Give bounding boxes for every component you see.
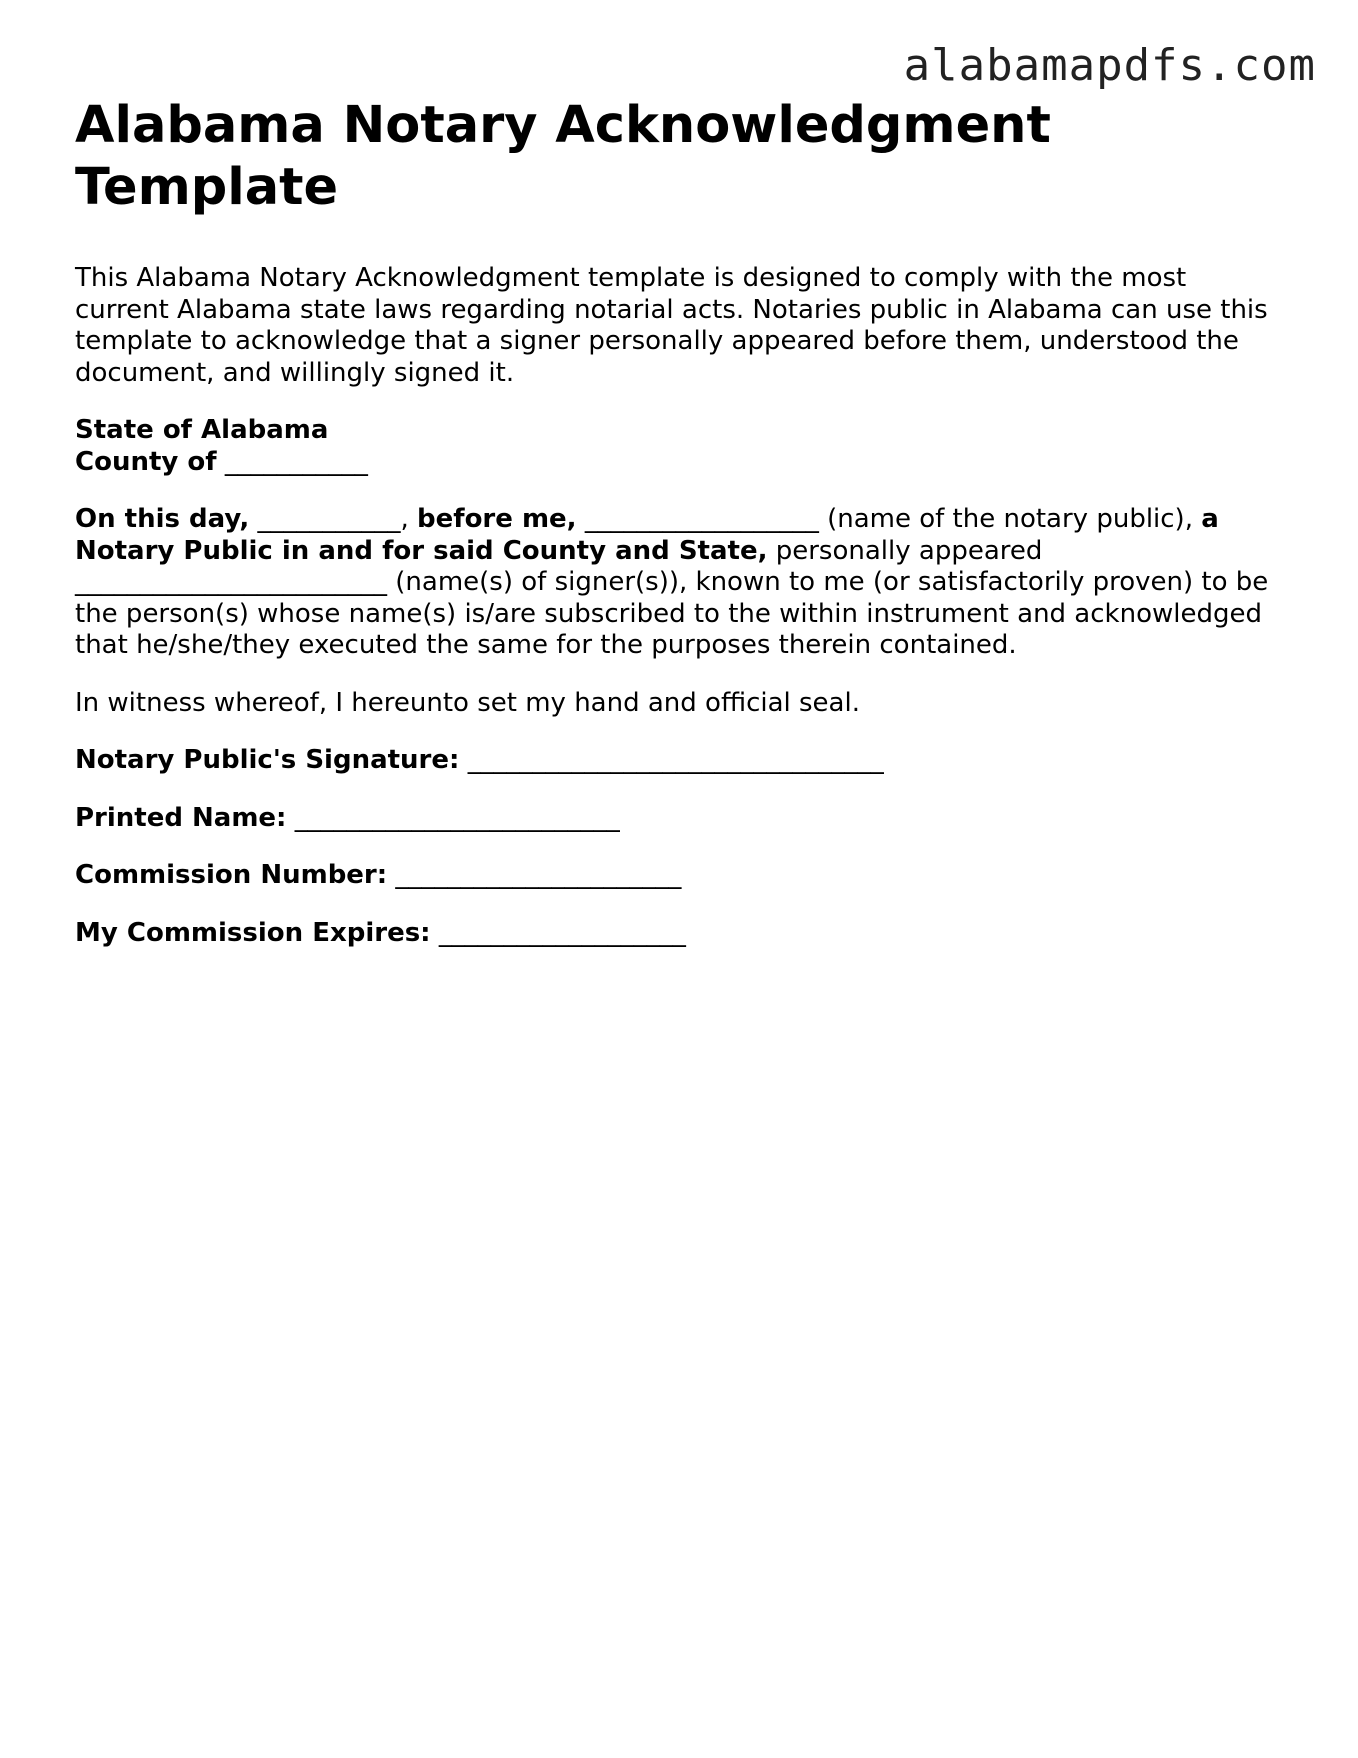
field-printed-name [75,803,1275,835]
field-commission-number [75,860,1275,892]
document-page [75,95,1275,975]
notary-public-phrase: a Notary Public in and for said County and State, [75,504,1219,566]
county-blank[interactable]: ___________ [224,446,368,477]
commission-expires-blank[interactable]: ___________________ [438,917,686,948]
commission-expires-label: My Commission Expires: [75,917,431,948]
commission-number-blank[interactable]: ______________________ [395,860,682,890]
printed-name-label: Printed Name: [75,802,287,833]
witness-statement: In witness whereof, I hereunto set my hand and official seal. [75,687,860,718]
field-commission-expires [75,918,1275,950]
notary-name-blank[interactable]: __________________ [584,504,819,534]
intro-paragraph: This Alabama Notary Acknowledgment template is designed to comply with the most current Alabama state laws regarding notarial acts. Notaries public in Alabama can use this template to acknowledge that a signer personally appeared before them, understood the document, and willingly signed it. [75,263,1268,388]
acknowledgment-body-text: (name(s) of signer(s)), known to me (or satisfactorily proven) to be the person(s) whose name(s) is/are subscribed to the within instrument and acknowledged that he/she/they executed the same for the purposes therein contained. [75,567,1269,660]
personally-appeared-text: personally appeared [775,535,1043,566]
printed-name-blank[interactable]: _________________________ [294,802,620,833]
on-this-day-label: On this day, [75,504,250,534]
signer-name-blank[interactable]: ________________________ [75,567,387,597]
venue-block [75,415,1275,478]
page-title: Alabama Notary Acknowledgment Template [75,96,1051,217]
day-blank[interactable]: ___________ [257,504,401,534]
signature-label: Notary Public's Signature: [75,745,460,775]
site-watermark: alabamapdfs.com [903,40,1316,91]
venue-county-label: County of [75,446,217,477]
signature-blank[interactable]: ________________________________ [467,745,884,775]
field-signature [75,745,1275,777]
venue-state: State of Alabama [75,415,329,445]
commission-number-label: Commission Number: [75,860,388,890]
acknowledgment-paragraph [75,504,1275,662]
before-me-label: before me, [417,504,577,534]
notary-name-hint: (name of the notary public), [827,504,1193,534]
day-comma: , [400,504,409,534]
